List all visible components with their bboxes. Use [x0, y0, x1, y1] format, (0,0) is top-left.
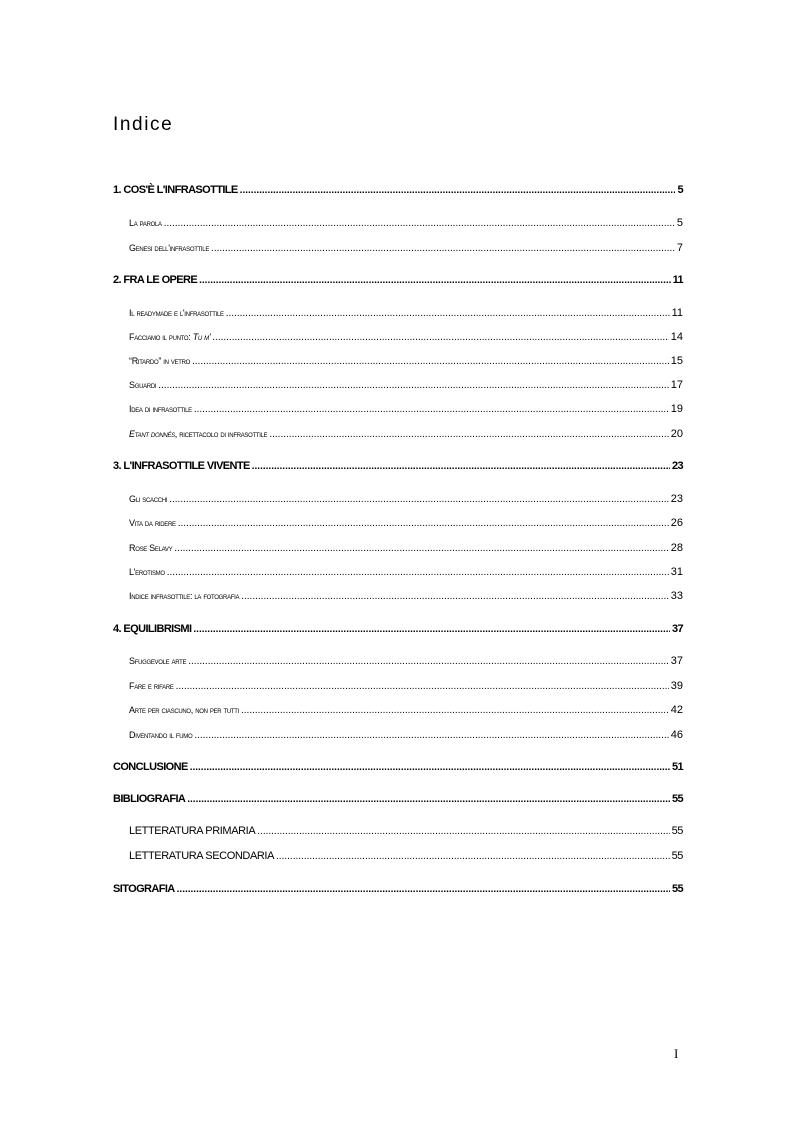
- toc-leader-dots: [269, 430, 668, 440]
- toc-section-label: LETTERATURA PRIMARIA: [129, 825, 256, 837]
- toc-page-number: 5: [676, 217, 683, 229]
- toc-section-label: Idea di infrasottile: [129, 404, 192, 414]
- toc-leader-dots: [187, 795, 670, 805]
- toc-leader-dots: [212, 333, 668, 343]
- page-number-footer: I: [674, 1046, 679, 1061]
- toc-page-number: 37: [670, 655, 683, 667]
- toc-section[interactable]: [129, 379, 683, 391]
- toc-leader-dots: [211, 244, 675, 254]
- toc-page-number: 19: [670, 403, 683, 415]
- toc-leader-dots: [199, 276, 670, 286]
- toc-section-label: Fare e rifare: [129, 681, 174, 691]
- toc-chapter-label: 4. EQUILIBRISMI: [113, 623, 192, 635]
- toc-chapter-label: 1. COS'È L'INFRASOTTILE: [113, 184, 238, 196]
- toc-section-label: Rose Selavy: [129, 543, 173, 553]
- toc-page-number: 55: [671, 850, 683, 862]
- toc-section[interactable]: [129, 590, 683, 602]
- toc-section[interactable]: [129, 542, 683, 554]
- toc-section-label: L'erotismo: [129, 567, 165, 577]
- toc-chapter-label: SITOGRAFIA: [113, 883, 175, 895]
- toc-page-number: 5: [677, 184, 683, 196]
- toc-chapter-label: 2. FRA LE OPERE: [113, 274, 198, 286]
- toc-section-label: Sguardi: [129, 380, 157, 390]
- toc-chapter-2[interactable]: [113, 274, 683, 286]
- toc-section-label: Genesi dell'infrasottile: [129, 243, 210, 253]
- toc-section[interactable]: [129, 704, 683, 716]
- toc-leader-dots: [190, 763, 670, 773]
- toc-leader-dots: [241, 706, 669, 716]
- toc-leader-dots: [193, 625, 670, 635]
- toc-section[interactable]: [129, 729, 683, 741]
- toc-leader-dots: [178, 519, 669, 529]
- toc-section-label: Il readymade e l'infrasottile: [129, 308, 224, 318]
- toc-label-italic: Etant donnés: [129, 429, 175, 439]
- toc-page-number: 23: [670, 493, 683, 505]
- toc-leader-dots: [252, 462, 670, 472]
- toc-chapter-conclusione[interactable]: [113, 761, 683, 773]
- toc-leader-dots: [192, 357, 669, 367]
- toc-label-text: Facciamo il punto:: [129, 332, 193, 342]
- toc-section-label: Vita da ridere: [129, 518, 176, 528]
- toc-page-number: 11: [671, 307, 683, 319]
- toc-chapter-4[interactable]: [113, 623, 683, 635]
- toc-chapter-bibliografia[interactable]: [113, 793, 683, 805]
- toc-section[interactable]: [129, 680, 683, 692]
- toc-chapter-label: 3. L'INFRASOTTILE VIVENTE: [113, 460, 250, 472]
- toc-section[interactable]: [129, 403, 683, 415]
- toc-leader-dots: [169, 495, 669, 505]
- toc-section[interactable]: [129, 493, 683, 505]
- toc-section[interactable]: [129, 850, 683, 862]
- toc-section[interactable]: [129, 242, 683, 254]
- toc-page-number: 46: [670, 729, 683, 741]
- toc-leader-dots: [240, 186, 676, 196]
- toc-page-number: 17: [670, 379, 683, 391]
- toc-section[interactable]: [129, 825, 683, 837]
- toc-page-number: 20: [670, 428, 683, 440]
- toc-section-label: La parola: [129, 218, 162, 228]
- toc-leader-dots: [167, 568, 669, 578]
- toc-page-number: 42: [670, 704, 683, 716]
- toc-leader-dots: [241, 592, 669, 602]
- toc-page-number: 55: [671, 825, 683, 837]
- toc-leader-dots: [158, 381, 669, 391]
- toc-section-label: LETTERATURA SECONDARIA: [129, 850, 275, 862]
- toc-section[interactable]: [129, 655, 683, 667]
- toc-page-number: 55: [671, 883, 683, 895]
- toc-page-number: 14: [670, 331, 683, 343]
- toc-section-label: [129, 429, 267, 439]
- toc-page-number: 39: [670, 680, 683, 692]
- toc-section-label: Sfuggevole arte: [129, 656, 187, 666]
- toc-page-number: 7: [676, 242, 683, 254]
- toc-leader-dots: [276, 852, 670, 862]
- toc-section[interactable]: [129, 428, 683, 440]
- toc-chapter-label: CONCLUSIONE: [113, 761, 188, 773]
- toc-page-number: 33: [670, 590, 683, 602]
- toc-leader-dots: [176, 682, 669, 692]
- toc-page-number: 28: [670, 542, 683, 554]
- toc-page-number: 55: [671, 793, 683, 805]
- toc-section[interactable]: [129, 217, 683, 229]
- toc-section-label: [129, 332, 210, 342]
- toc-leader-dots: [174, 544, 668, 554]
- toc-section[interactable]: [129, 307, 683, 319]
- toc-section[interactable]: [129, 517, 683, 529]
- toc-section[interactable]: [129, 566, 683, 578]
- toc-leader-dots: [194, 405, 669, 415]
- toc-chapter-1[interactable]: [113, 184, 683, 196]
- toc-page-number: 15: [670, 355, 683, 367]
- toc-leader-dots: [194, 731, 668, 741]
- toc-page-number: 26: [670, 517, 683, 529]
- toc-chapter-label: BIBLIOGRAFIA: [113, 793, 186, 805]
- toc-page-number: 31: [670, 566, 683, 578]
- page-title: Indice: [113, 114, 174, 135]
- toc-leader-dots: [188, 657, 669, 667]
- toc-leader-dots: [164, 219, 675, 229]
- toc-label-italic: Tu m': [192, 332, 211, 342]
- toc-section-label: Diventando il fumo: [129, 730, 193, 740]
- toc-page-number: 37: [671, 623, 683, 635]
- toc-section-label: “Ritardo” in vetro: [129, 356, 190, 366]
- toc-section[interactable]: [129, 355, 683, 367]
- toc-section-label: Gli scacchi: [129, 494, 168, 504]
- toc-leader-dots: [257, 827, 669, 837]
- toc-leader-dots: [226, 309, 670, 319]
- toc-chapter-sitografia[interactable]: [113, 883, 683, 895]
- toc-label-text: , ricettacolo di infrasottile: [174, 429, 268, 439]
- toc-page-number: 23: [671, 460, 683, 472]
- toc-chapter-3[interactable]: [113, 460, 683, 472]
- toc-page-number: 51: [671, 761, 683, 773]
- toc-section-label: Indice infrasottile: la fotografia: [129, 591, 240, 601]
- toc-page-number: 11: [672, 274, 683, 286]
- toc-section[interactable]: [129, 331, 683, 343]
- toc-leader-dots: [177, 885, 670, 895]
- toc-section-label: Arte per ciascuno, non per tutti: [129, 705, 239, 715]
